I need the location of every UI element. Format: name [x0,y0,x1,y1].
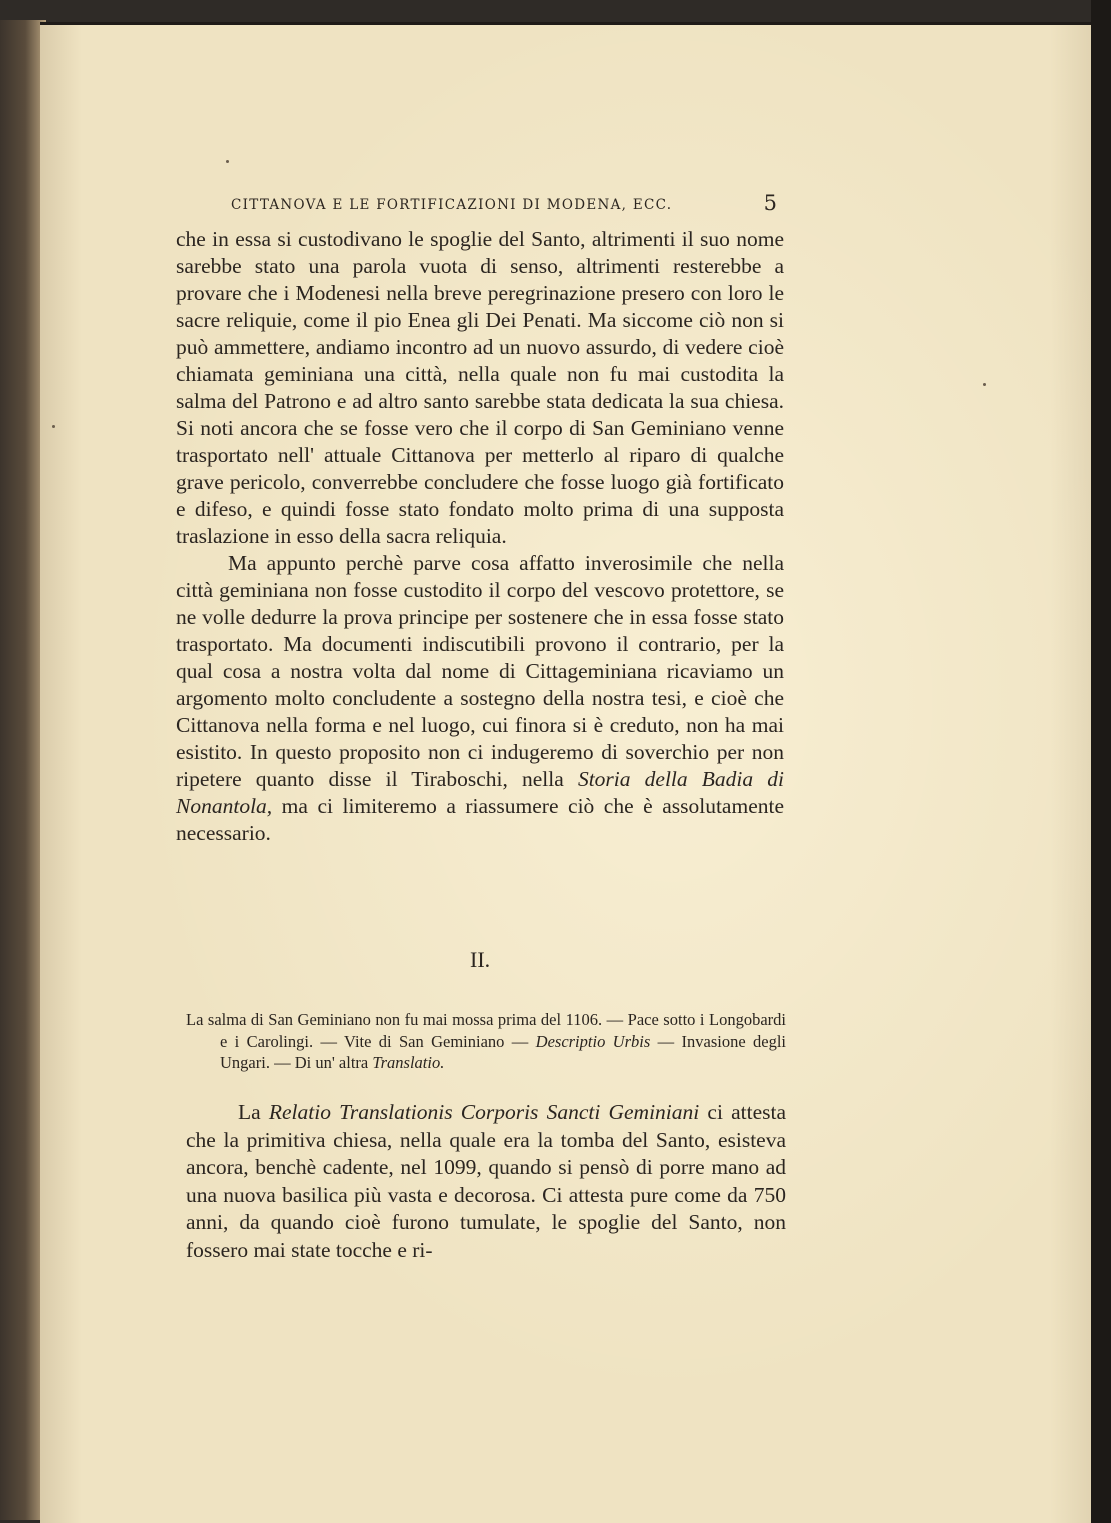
paper-speck [52,425,55,428]
paper-speck [226,160,229,163]
section-text [186,1099,786,1264]
main-text [176,226,784,847]
paragraph-2 [176,550,784,847]
italic-book-title: Storia della Badia di Nonantola, [176,767,785,818]
summary-italic-a: Descriptio Urbis [535,1031,651,1051]
chapter-summary [186,1009,786,1074]
paragraph-1: che in essa si custodivano le spoglie del Santo, altrimenti il suo nome sarebbe stato una parola vuota di senso, altrimenti resterebbe a provare che i Modenesi nella breve peregrinazione presero con loro le sacre reliquie, come il pio Enea gli Dei Penati. Ma siccome ciò non si può ammettere, andiamo incontro ad un nuovo assurdo, di vedere cioè chiamata geminiana una città, nella quale non fu mai custodita la salma del Patrono e ad altro santo sarebbe stata dedicata la sua chiesa. Si noti ancora che se fosse vero che il corpo di San Geminiano venne trasportato nell' attuale Cittanova per metterlo al riparo di qualche grave pericolo, converrebbe concludere che fosse luogo già fortificato e difeso, e quindi fosse stato fondato molto prima di una supposta traslazione in esso della sacra reliquia. [176,227,784,548]
paragraph-2-text-a: Ma appunto perchè parve cosa affatto inverosimile che nella città geminiana non fosse custodito il corpo del vescovo protettore, se ne volle dedurre la prova principe per sostenere che in essa fosse stato trasportato. Ma documenti indiscutibili provono il contrario, per la qual cosa a nostra volta dal nome di Cittageminiana ricaviamo un argomento molto concludente a sostegno della nostra tesi, e cioè che Cittanova nella forma e nel luogo, cui finora si è creduto, non ha mai esistito. In questo proposito non ci indugeremo di soverchio per non ripetere quanto disse il Tiraboschi, nella [176,551,784,791]
italic-source-title: Relatio Translationis Corporis Sancti Geminiani [268,1100,700,1124]
page-header [231,193,781,217]
paragraph-2-text-b: ma ci limiteremo a riassumere ciò che è assolutamente necessario. [176,794,784,845]
summary-text-a: La salma di San Geminiano non fu mai mossa prima del 1106. — Pace sotto i Longobardi e i Carolingi. — Vite di San Geminiano — [186,1010,786,1051]
section-heading: II. [470,947,491,972]
paper-speck [983,383,986,386]
summary-italic-b: Translatio. [372,1053,445,1072]
page-number: 5 [763,191,777,215]
running-title: CITTANOVA E LE FORTIFICAZIONI DI MODENA, ECC. [231,197,673,213]
paragraph-3-text-a: La [238,1100,269,1124]
paragraph-3 [186,1099,786,1264]
summary-text-b: — Invasione degli Ungari. — Di un' altra [220,1031,787,1072]
paragraph-3-text-b: ci attesta che la primitiva chiesa, nella quale era la tomba del Santo, esisteva ancora, benchè cadente, nel 1099, quando si pensò di porre mano ad una nuova basilica più vasta e decorosa. Ci attesta pure come da 750 anni, da quando cioè furono tumulate, le spoglie del Santo, non fossero mai state tocche e ri- [186,1100,786,1262]
scan-border [1091,0,1111,1523]
